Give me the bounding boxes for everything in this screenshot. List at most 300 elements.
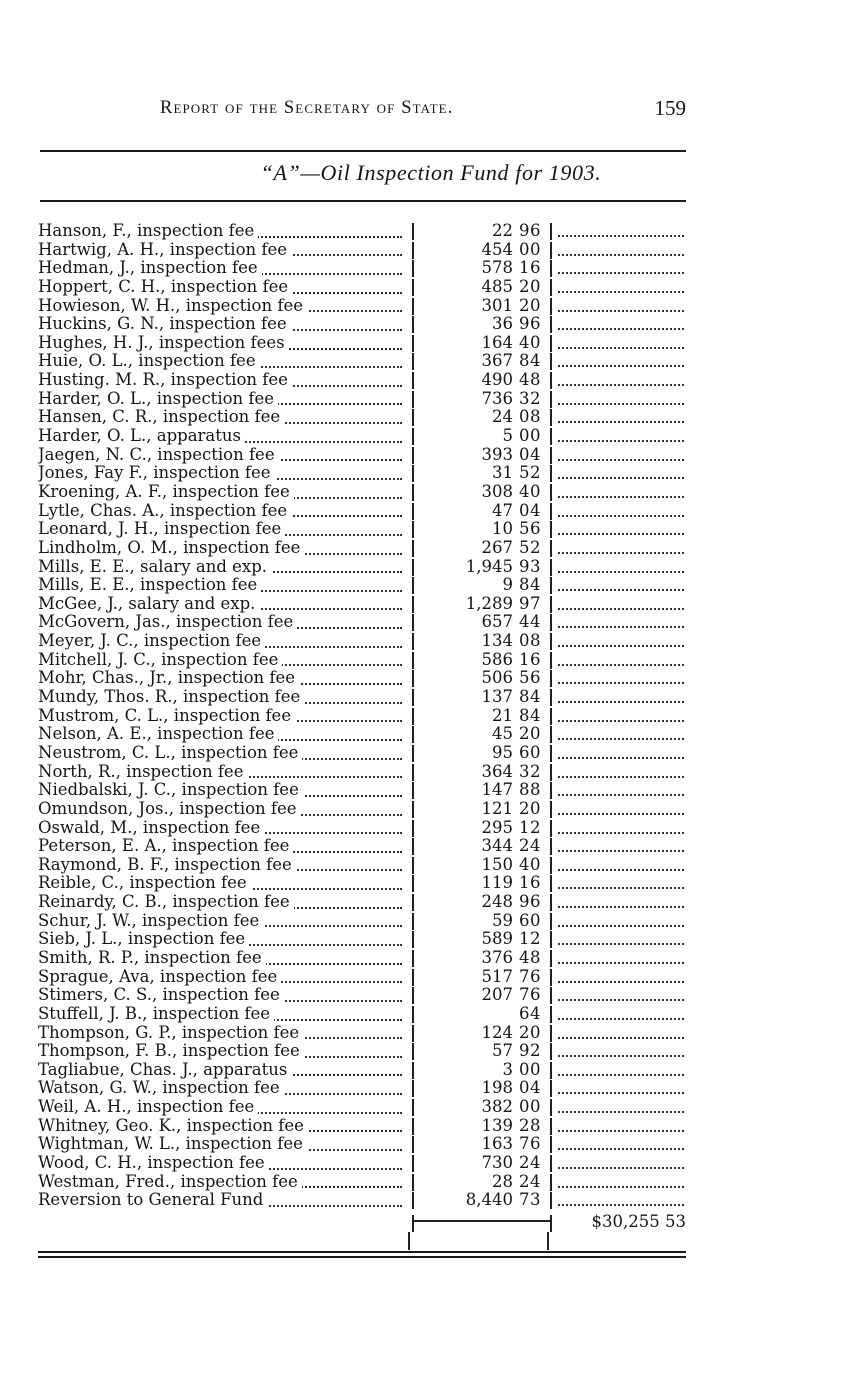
amount-dollars: 10 [492,519,513,539]
payee-cell [38,390,408,409]
column-rule [550,1025,552,1042]
payee-cell [38,1135,408,1154]
column-rule [412,913,414,930]
column-rule [550,969,552,986]
amount-dollars: 121 [481,798,513,818]
payee-cell [38,278,408,297]
dot-leader [558,1018,684,1020]
total-column-leader [558,427,684,445]
payee-name: Whitney, Geo. K., inspection fee [38,1117,308,1135]
table-row [38,1154,688,1173]
amount-cents: 20 [519,798,541,818]
amount-dollars: 308 [481,481,513,501]
payee-name: Weil, A. H., inspection fee [38,1098,258,1116]
payee-name: Reinardy, C. B., inspection fee [38,893,294,911]
table-row [38,464,688,483]
dot-leader [558,999,684,1001]
dot-leader [558,328,684,330]
column-rule [412,894,414,911]
dot-leader [558,645,684,647]
payee-cell [38,539,408,558]
amount-dollars: 517 [481,966,513,986]
payee-cell [38,763,408,782]
amount-cents: 76 [519,985,541,1005]
payee-cell [38,874,408,893]
column-rule [412,316,414,333]
column-rule [550,335,552,352]
total-column-leader [558,968,684,986]
payee-cell [38,613,408,632]
payee-cell [38,930,408,949]
column-rule [550,1215,552,1232]
dot-leader [558,1204,684,1206]
dot-leader [558,235,684,237]
dot-leader [558,440,684,442]
total-column-leader [558,1061,684,1079]
column-rule [412,279,414,296]
dot-leader [558,421,684,423]
table-row [38,278,688,297]
amount-cents: 76 [519,966,541,986]
total-column-leader [558,856,684,874]
amount-dollars: 119 [481,873,513,893]
column-rule [412,1062,414,1079]
payee-name: Mundy, Thos. R., inspection fee [38,688,304,706]
table-row [38,1117,688,1136]
column-rule [550,484,552,501]
dot-leader [558,794,684,796]
column-rule [550,857,552,874]
payee-cell [38,986,408,1005]
total-column-leader [558,576,684,594]
page-number: 159 [654,96,686,120]
column-rule [412,428,414,445]
column-rule [550,913,552,930]
payee-name: Tagliabue, Chas. J., apparatus [38,1061,291,1079]
amount-dollars: 485 [481,276,513,296]
column-rule [412,1006,414,1023]
dot-leader [558,515,684,517]
column-rule [550,950,552,967]
payee-name: Schur, J. W., inspection fee [38,912,263,930]
closing-rule-top [38,1251,686,1253]
amount-dollars: 59 [492,910,513,930]
table-row [38,874,688,893]
payee-cell [38,725,408,744]
amount-dollars: 45 [492,724,513,744]
amount-dollars: 36 [492,314,513,334]
total-column-leader [558,464,684,482]
column-rule [550,801,552,818]
column-rule [550,298,552,315]
amount-cents: 64 [519,1003,541,1023]
payee-name: Mohr, Chas., Jr., inspection fee [38,669,299,687]
column-rule [412,614,414,631]
payee-name: Jones, Fay F., inspection fee [38,464,275,482]
column-rule [550,447,552,464]
total-column-leader [558,874,684,892]
total-column-leader [558,613,684,631]
payee-cell [38,297,408,316]
column-rule [412,335,414,352]
total-column-leader [558,669,684,687]
total-column-leader [558,986,684,1004]
amount-dollars: 57 [492,1041,513,1061]
payee-cell [38,558,408,577]
table-row [38,1135,688,1154]
amount-cents: 44 [519,612,541,632]
amount-cents: 60 [519,910,541,930]
table-row [38,241,688,260]
column-rule [412,353,414,370]
column-rule [412,521,414,538]
payee-name: Mitchell, J. C., inspection fee [38,651,282,669]
table-row [38,930,688,949]
payee-cell [38,949,408,968]
payee-cell [38,222,408,241]
amount-dollars: 367 [481,351,513,371]
payee-cell [38,1117,408,1136]
amount-dollars: 1,945 [465,556,513,576]
payee-cell [38,241,408,260]
title-rule [40,200,686,202]
column-rule [412,670,414,687]
amount-dollars: 454 [481,239,513,259]
column-rule [550,1006,552,1023]
dot-leader [558,291,684,293]
column-rule [412,484,414,501]
total-column-leader [558,259,684,277]
table-row [38,613,688,632]
total-column-leader [558,912,684,930]
column-rule [550,521,552,538]
dot-leader [558,1037,684,1039]
table-row [38,502,688,521]
total-column-leader [558,558,684,576]
amount-cents: 16 [519,258,541,278]
amount-cents: 40 [519,481,541,501]
amount-cents: 48 [519,370,541,390]
column-rule [412,1025,414,1042]
total-column-leader [558,315,684,333]
column-rule [550,838,552,855]
amount-cents: 04 [519,444,541,464]
payee-cell [38,781,408,800]
table-row [38,390,688,409]
column-rule [412,726,414,743]
column-rule [550,726,552,743]
payee-cell [38,707,408,726]
total-column-leader [558,297,684,315]
amount-cents: 24 [519,836,541,856]
amount-dollars: 147 [481,780,513,800]
dot-leader [558,496,684,498]
dot-leader [558,365,684,367]
dot-leader [558,906,684,908]
total-column-leader [558,930,684,948]
column-rule [550,1062,552,1079]
column-rule [550,1118,552,1135]
column-rule [550,1043,552,1060]
amount-cents: 40 [519,332,541,352]
table-row [38,763,688,782]
payee-name: Omundson, Jos., inspection fee [38,800,301,818]
payee-cell [38,688,408,707]
column-rule [550,614,552,631]
column-rule [412,931,414,948]
payee-name: Mills, E. E., inspection fee [38,576,261,594]
total-column-leader [558,446,684,464]
table-row [38,539,688,558]
column-rule [412,559,414,576]
column-rule [412,596,414,613]
column-rule [412,782,414,799]
column-rule [550,745,552,762]
payee-cell [38,837,408,856]
column-rule [412,577,414,594]
column-rule [412,1192,414,1209]
dot-leader [558,1130,684,1132]
dot-leader [558,981,684,983]
table-row [38,986,688,1005]
amount-cents: 52 [519,463,541,483]
closing-column-rule [547,1232,549,1250]
amount-dollars: 9 [502,575,513,595]
closing-column-rule [408,1232,410,1250]
amount-dollars: 21 [492,705,513,725]
dot-leader [558,887,684,889]
payee-name: Sieb, J. L., inspection fee [38,930,249,948]
table-row [38,595,688,614]
amount-cents: 00 [519,1097,541,1117]
column-rule [550,708,552,725]
column-rule [412,708,414,725]
column-rule [412,1215,414,1232]
dot-leader [558,1055,684,1057]
column-rule [412,689,414,706]
payee-name: Smith, R. P., inspection fee [38,949,266,967]
total-column-leader [558,837,684,855]
column-rule [412,875,414,892]
table-row [38,669,688,688]
payee-cell [38,1042,408,1061]
table-row [38,222,688,241]
column-rule [550,372,552,389]
amount-cents: 08 [519,407,541,427]
column-rule [550,409,552,426]
payee-name: Mustrom, C. L., inspection fee [38,707,295,725]
column-rule [412,950,414,967]
payee-name: Meyer, J. C., inspection fee [38,632,265,650]
payee-name: Wood, C. H., inspection fee [38,1154,269,1172]
column-rule [550,316,552,333]
column-rule [412,857,414,874]
amount-cents: 24 [519,1153,541,1173]
amount-cents: 52 [519,537,541,557]
column-rule [550,391,552,408]
column-rule [550,242,552,259]
payee-name: Hughes, H. J., inspection fees [38,334,289,352]
column-rule [412,1080,414,1097]
dot-leader [558,943,684,945]
dot-leader [558,1186,684,1188]
payee-name: Lindholm, O. M., inspection fee [38,539,304,557]
column-rule [550,1136,552,1153]
total-column-leader [558,707,684,725]
total-column-leader [558,1098,684,1116]
total-column-leader [558,1173,684,1191]
column-rule [412,242,414,259]
column-rule [412,801,414,818]
payee-name: Neustrom, C. L., inspection fee [38,744,302,762]
payee-name: Hoppert, C. H., inspection fee [38,278,292,296]
total-column-leader [558,334,684,352]
column-rule [412,633,414,650]
dot-leader [558,850,684,852]
amount-dollars: 295 [481,817,513,837]
column-rule [412,1136,414,1153]
column-rule [412,745,414,762]
payee-cell [38,483,408,502]
total-column-leader [558,222,684,240]
table-row [38,1024,688,1043]
amount-dollars: 3 [502,1059,513,1079]
subtotal-rule [412,1220,550,1222]
total-column-leader [558,651,684,669]
column-rule [412,503,414,520]
payee-cell [38,464,408,483]
ledger-table [38,222,688,1210]
table-row [38,893,688,912]
column-rule [412,820,414,837]
amount-cents: 88 [519,780,541,800]
amount-cents: 56 [519,668,541,688]
total-column-leader [558,595,684,613]
column-rule [550,764,552,781]
amount-cents: 96 [519,314,541,334]
payee-name: Husting. M. R., inspection fee [38,371,292,389]
table-row [38,781,688,800]
total-column-leader [558,1117,684,1135]
table-row [38,651,688,670]
amount-cents: 04 [519,500,541,520]
payee-name: Mills, E. E., salary and exp. [38,558,271,576]
dot-leader [558,738,684,740]
amount-cents: 12 [519,929,541,949]
amount-dollars: 730 [481,1153,513,1173]
table-row [38,1191,688,1210]
amount-cents: 20 [519,724,541,744]
table-row [38,1061,688,1080]
amount-cents: 08 [519,631,541,651]
column-rule [550,670,552,687]
amount-dollars: 164 [481,332,513,352]
payee-name: Kroening, A. F., inspection fee [38,483,294,501]
column-rule [412,372,414,389]
amount-cents: 73 [519,1190,541,1210]
payee-cell [38,408,408,427]
amount-cents: 92 [519,1041,541,1061]
payee-name: Hanson, F., inspection fee [38,222,258,240]
payee-cell [38,446,408,465]
payee-cell [38,1005,408,1024]
column-rule [550,633,552,650]
amount-cents: 96 [519,221,541,240]
payee-cell [38,1061,408,1080]
amount-dollars: 657 [481,612,513,632]
amount-dollars: 22 [492,221,513,240]
dot-leader [558,384,684,386]
grand-total: $30,255 53 [591,1212,686,1231]
table-row [38,1173,688,1192]
payee-name: Wightman, W. L., inspection fee [38,1135,307,1153]
table-row [38,688,688,707]
dot-leader [558,403,684,405]
payee-cell [38,315,408,334]
amount-dollars: 736 [481,388,513,408]
amount-dollars: 578 [481,258,513,278]
table-row [38,912,688,931]
payee-cell [38,595,408,614]
table-row [38,408,688,427]
dot-leader [558,720,684,722]
payee-name: Raymond, B. F., inspection fee [38,856,296,874]
amount-dollars: 31 [492,463,513,483]
total-column-leader [558,763,684,781]
payee-name: Jaegen, N. C., inspection fee [38,446,279,464]
total-column-leader [558,632,684,650]
dot-leader [558,254,684,256]
column-rule [550,1099,552,1116]
payee-name: Watson, G. W., inspection fee [38,1079,284,1097]
total-column-leader [558,893,684,911]
payee-name: Harder, O. L., inspection fee [38,390,278,408]
column-rule [550,820,552,837]
payee-cell [38,1079,408,1098]
amount-cents: 16 [519,873,541,893]
amount-cents: 48 [519,947,541,967]
table-row [38,800,688,819]
table-row [38,632,688,651]
dot-leader [558,552,684,554]
column-rule [550,559,552,576]
payee-cell [38,371,408,390]
column-rule [550,279,552,296]
total-column-leader [558,949,684,967]
column-rule [412,447,414,464]
table-row [38,949,688,968]
dot-leader [558,1074,684,1076]
amount-dollars: 364 [481,761,513,781]
column-rule [412,652,414,669]
column-rule [412,1099,414,1116]
payee-name: North, R., inspection fee [38,763,247,781]
payee-cell [38,968,408,987]
column-rule [550,428,552,445]
amount-cents: 76 [519,1134,541,1154]
running-title: Report of the Secretary of State. [160,98,454,118]
dot-leader [558,459,684,461]
payee-cell [38,259,408,278]
payee-name: Sprague, Ava, inspection fee [38,968,281,986]
dot-leader [558,757,684,759]
dot-leader [558,1148,684,1150]
payee-name: Howieson, W. H., inspection fee [38,297,307,315]
amount-cents: 00 [519,1059,541,1079]
payee-name: Lytle, Chas. A., inspection fee [38,502,291,520]
amount-dollars: 139 [481,1115,513,1135]
column-rule [550,260,552,277]
